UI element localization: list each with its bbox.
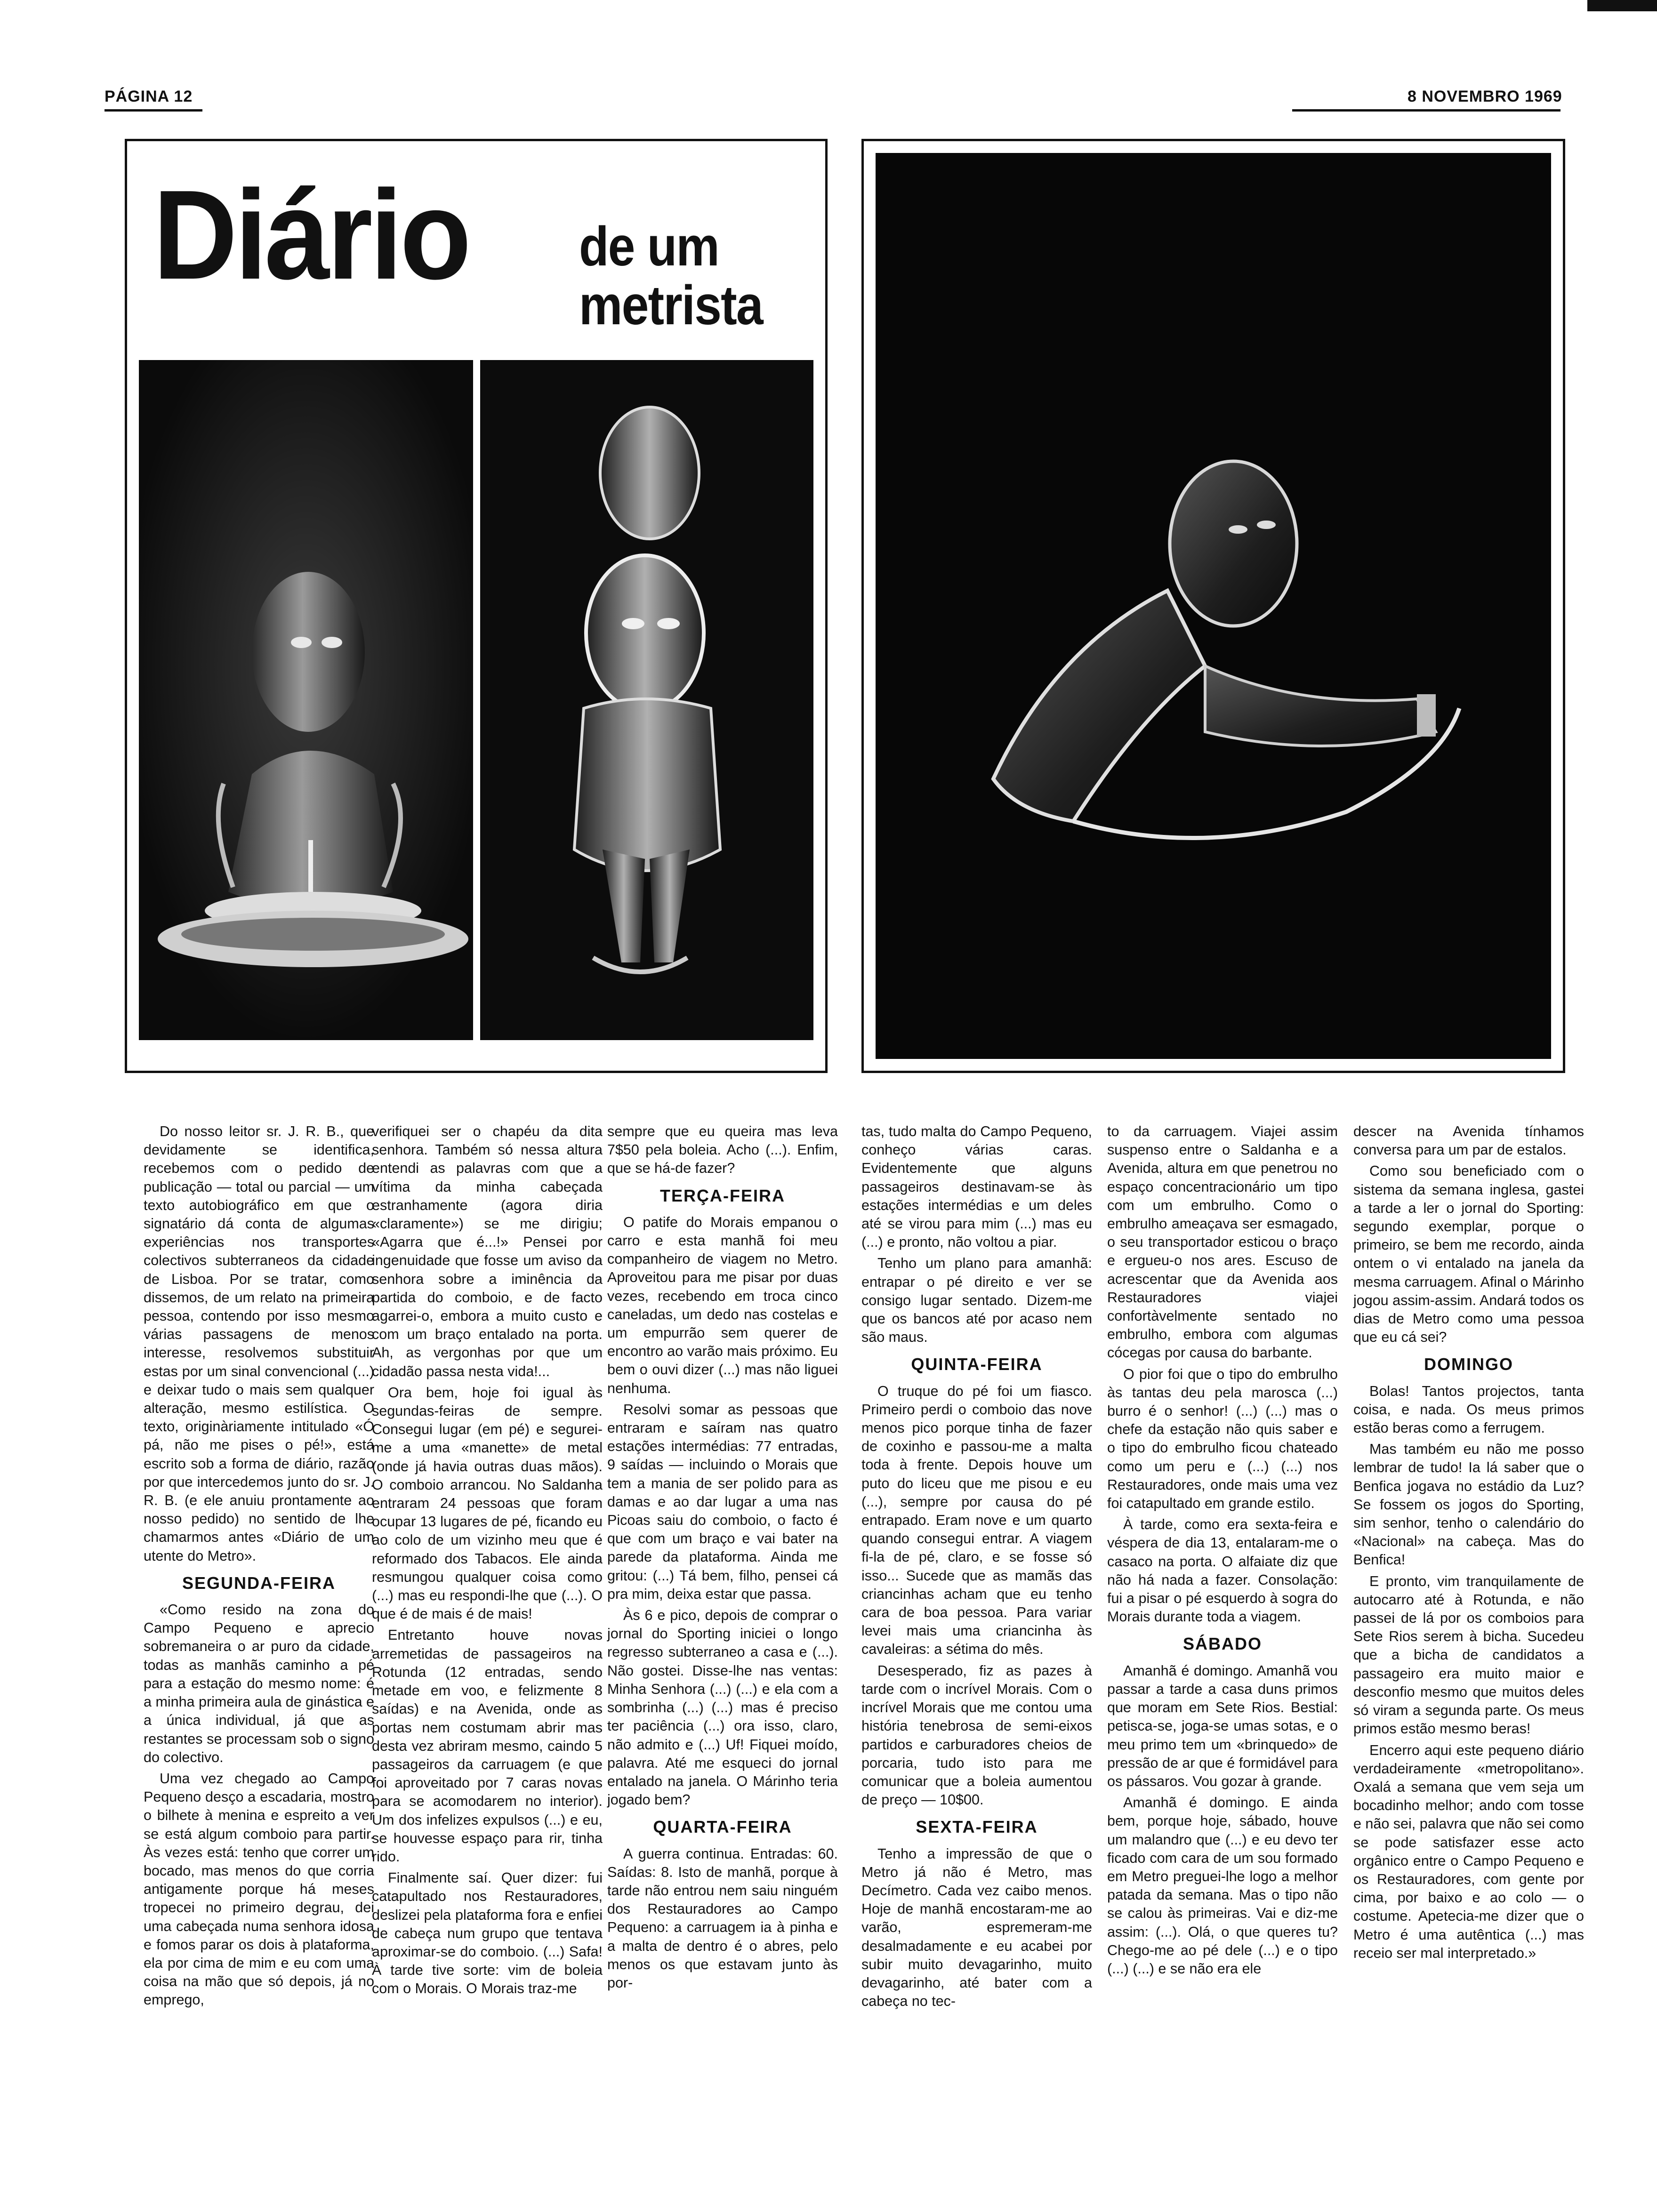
- paragraph: «Como resido na zona do Campo Pequeno e aprecio sobremaneira o ar puro da cidade, todas as manhãs caminho a pé para a estação do mesmo nome: é a minha primeira aula de ginástica e a única individual, já que as restantes se processam sob o signo do colectivo.: [144, 1602, 374, 1765]
- article-column-4: [861, 1122, 1092, 2013]
- section-heading-sexta: SEXTA-FEIRA: [916, 1817, 1038, 1837]
- paragraph: Encerro aqui este pequeno diário verdadeiramente «metropolitano». Oxalá a semana que vem seja um bocadinho melhor; ando com tosse e não sei, palavra que não sei como se pode satisfazer esse acto orgânico entre o Campo Pequeno e os Restauradores, com gente por cima, por baixo e ao colo — o costume. Apetecia-me dizer que o Metro é uma autêntica (...) mas receio ser mal interpretado.»: [1353, 1742, 1585, 1961]
- article-column-5: [1107, 1122, 1338, 1981]
- paragraph: Uma vez chegado ao Campo Pequeno desço a escadaria, mostro o bilhete à menina e espreito a ver se está algum comboio para partir. Às vezes está: tenho que correr um bocado, mas menos do que corria antigamente porque há meses tropecei no primeiro degrau, dei uma cabeçada numa senhora idosa e fomos parar os dois à plataforma, ela por cima de mim e eu com uma coisa na mão que só depois, já no emprego,: [144, 1770, 374, 2008]
- paragraph: À tarde, como era sexta-feira e véspera de dia 13, entalaram-me o casaco na porta. O alfaiate diz que não há nada a fazer. Consolação: fui a pisar o pé esquerdo à sogra do Morais durante toda a viagem.: [1107, 1516, 1338, 1625]
- paragraph: Finalmente saí. Quer dizer: fui catapultado nos Restauradores, deslizei pela plataforma fora e enfiei de cabeça num grupo que tentava aproximar-se do comboio. (...) Safa! À tarde tive sorte: vim de boleia com o Morais. O Morais traz-me: [372, 1870, 603, 1997]
- headline-main: Diário: [153, 164, 469, 306]
- paragraph: Às 6 e pico, depois de comprar o jornal do Sporting iniciei o longo regresso subterraneo a casa e (...). Não gostei. Disse-lhe nas ventas: Minha Senhora (...) (...) e ela com a sombrinha (...) (...) mas é preciso ter paciência (...) ora isso, claro, não admito e (...) Uf! Fiquei moído, palavra. Até me esqueci do jornal entalado na janela. O Márinho teria jogado bem?: [607, 1607, 838, 1808]
- paragraph: Ora bem, hoje foi igual às segundas-feiras de sempre. Consegui lugar (em pé) e segurei-me a uma «manette» de metal (onde já havia outras duas mãos). O comboio arrancou. No Saldanha entraram 24 pessoas que foram ocupar 13 lugares de pé, ficando eu ao colo de um vizinho meu que é reformado dos Tabacos. Ele ainda resmungou qualquer coisa como (...) mas eu respondi-lhe que (...). O que é de mais é de mais!: [372, 1384, 603, 1622]
- paragraph: O truque do pé foi um fiasco. Primeiro perdi o comboio das nove menos pico porque tinha de fazer de coxinho e passou-me a malta toda à frente. Depois houve um puto do liceu que me pisou e eu (...), sempre por causa do pé entrapado. Eram nove e um quarto quando consegui entrar. A viagem fi-la de pé, claro, e se fosse só isso... Sucede que as mamãs das criancinhas acham que eu tenho cara de boa pessoa. Para variar levei mais uma criancinha às cavaleiras: a sétima do mês.: [861, 1383, 1092, 1658]
- section-heading-segunda: SEGUNDA-FEIRA: [182, 1573, 336, 1593]
- section-heading-domingo: DOMINGO: [1424, 1354, 1513, 1374]
- paragraph: descer na Avenida tínhamos conversa para um par de estalos.: [1353, 1123, 1584, 1158]
- article-column-1: [144, 1122, 374, 2012]
- paragraph: Amanhã é domingo. Amanhã vou passar a tarde a casa duns primos que moram em Sete Rios. Bestial: petisca-se, joga-se umas sotas, e o meu primo tem um «brinquedo» de pressão de ar que é formidável para os pássaros. Vou gozar à grande.: [1107, 1662, 1338, 1789]
- paragraph: Tenho a impressão de que o Metro já não é Metro, mas Decímetro. Cada vez caibo menos. Hoje de manhã encostaram-me ao varão, espremeram-me desalmadamente e eu acabei por subir muito devagarinho, muito devagarinho, até bater com a cabeça no tec-: [861, 1845, 1092, 2010]
- header-rule-right: [1292, 109, 1560, 112]
- section-heading-terca: TERÇA-FEIRA: [660, 1186, 785, 1205]
- header-rule-left: [105, 109, 202, 112]
- paragraph: Bolas! Tantos projectos, tanta coisa, e nada. Os meus primos estão beras como a ferrugem.: [1353, 1383, 1584, 1436]
- paragraph: Amanhã é domingo. E ainda bem, porque hoje, sábado, houve um malandro que (...) e eu devo ter ficado com cara de um sou formado em Metro preguei-lhe logo a melhor patada da semana. Mas o tipo não se calou às primeiras. Vai e diz-me assim: (...). Olá, o que queres tu? Chego-me ao pé dele (...) e o tipo (...) (...) e se não era ele: [1107, 1795, 1338, 1977]
- paragraph: Como sou beneficiado com o sistema da semana inglesa, gastei a tarde a ler o jornal do Sporting: segundo exemplar, porque o primeiro, se bem me recordo, ainda ontem o vi entalado na janela da mesma carruagem. Afinal o Márinho jogou assim-assim. Andará todos os dias de Metro como uma pessoa que eu cá sei?: [1353, 1163, 1584, 1346]
- article-column-6: [1353, 1122, 1584, 1965]
- page-number: PÁGINA 12: [105, 88, 193, 105]
- section-heading-quarta: QUARTA-FEIRA: [653, 1817, 792, 1837]
- paragraph: Mas também eu não me posso lembrar de tudo! Ia lá saber que o Benfica jogava no estádio da Luz? Se fossem os jogos do Sporting, sim senhor, tenho o calendário do «Nacional» na cabeça. Mas do Benfica!: [1353, 1441, 1584, 1568]
- paragraph: verifiquei ser o chapéu da dita senhora. Também só nessa altura entendi as palavras com que a vítima da minha cabeçada estranhamente (agora diria «claramente») se me dirigiu; «Agarra que é...!» Pensei por ingenuidade que fosse um aviso da senhora sobre a iminência da partida do comboio, e de facto agarrei-o, embora a muito custo e com um braço entalado na porta. Ah, as vergonhas por que um cidadão passa nesta vida!...: [372, 1123, 603, 1379]
- paragraph: Desesperado, fiz as pazes à tarde com o incrível Morais. Com o incrível Morais que me contou uma história tenebrosa de semi-eixos partidos e carburadores cheios de porcaria, tudo isto para me comunicar que a boleia aumentou de preço — 10$00.: [861, 1662, 1092, 1808]
- section-heading-sabado: SÁBADO: [1182, 1634, 1262, 1654]
- paragraph: tas, tudo malta do Campo Pequeno, conheço várias caras. Evidentemente que alguns passageiros destinavam-se às estações intermédias e um deles até se virou para mim (...) mas eu (...) e pronto, não voltou a piar.: [861, 1123, 1092, 1250]
- paragraph: Tenho um plano para amanhã: entrapar o pé direito e ver se consigo lugar sentado. Dizem-me que os bancos até por acaso nem são maus.: [861, 1255, 1092, 1346]
- issue-date: 8 NOVEMBRO 1969: [1408, 88, 1562, 105]
- paragraph: to da carruagem. Viajei assim suspenso entre o Saldanha e a Avenida, altura em que penetrou no espaço concentracionário um tipo com um embrulho. Como o embrulho ameaçava ser esmagado, o seu transportador esticou o braço e ergueu-o nos ares. Escuso de acrescentar que da Avenida aos Restauradores viajei confortàvelmente sentado no embrulho, embora com algumas cócegas por causa do barbante.: [1107, 1123, 1338, 1361]
- stacked-mannequin-dolls-photo: [480, 360, 813, 1040]
- mannequin-doll-photo: [139, 360, 473, 1040]
- paragraph: sempre que eu queira mas leva 7$50 pela boleia. Acho (...). Enfim, que se há-de fazer?: [607, 1123, 838, 1177]
- section-heading-quinta: QUINTA-FEIRA: [911, 1354, 1043, 1374]
- paragraph: Resolvi somar as pessoas que entraram e saíram nas quatro estações intermédias: 77 entradas, 9 saídas — incluindo o Morais que tem a mania de ser polido para as damas e ao dar lugar a uma nas Picoas saiu do comboio, o facto é que com um braço e vai bater na parede da plataforma. Ainda me gritou: (...) Tá bem, filho, pensei cá pra mim, deixa estar que passa.: [607, 1401, 838, 1602]
- paragraph: Entretanto houve novas arremetidas de passageiros na Rotunda (12 entradas, sendo metade em voo, e felizmente 8 saídas) e na Avenida, onde as portas nem costumam abrir mas desta vez abriram mesmo, caindo 5 passageiros da carruagem (e que foi aproveitado por 7 caras novas para se acomodarem no interior). Um dos infelizes expulsos (...) e eu, se houvesse espaço para rir, tinha rido.: [372, 1627, 603, 1865]
- headline-sub-line1: de um: [579, 216, 719, 278]
- paragraph: O patife do Morais empanou o carro e esta manhã foi meu companheiro de viagem no Metro. Aproveitou para me pisar por duas vezes, recebendo em troca cinco caneladas, um dedo nas costelas e um empurrão sem querer de encontro ao varão mais próximo. Eu bem o ouvi dizer (...) mas não liguei nenhuma.: [607, 1214, 838, 1396]
- print-edge-mark: [1587, 0, 1657, 11]
- paragraph: A guerra continua. Entradas: 60. Saídas: 8. Isto de manhã, porque à tarde não entrou nem saiu ninguém dos Restauradores ao Campo Pequeno: a carruagem ia à pinha e a malta de dentro é o abres, pelo menos os que estavam junto às por-: [607, 1845, 838, 1991]
- headline-sub-line2: metrista: [579, 274, 763, 337]
- paragraph: E pronto, vim tranquilamente de autocarro até à Rotunda, e não passei de lá por os comboios para Sete Rios serem à bicha. Sucedeu que a bicha de candidatos a passageiro era muito maior e desconfio mesmo que muitos deles só viram a segunda parte. Os meus primos estão mesmo beras!: [1353, 1573, 1584, 1737]
- paragraph: O pior foi que o tipo do embrulho às tantas deu pela marosca (...) burro é o senhor! (...) (...) mas o chefe da estação não quis saber e o tipo do embrulho ficou chateado como um peru e (...) (...) nos Restauradores, onde mais uma vez foi catapultado em grande estilo.: [1107, 1366, 1338, 1512]
- article-column-3: [607, 1122, 838, 1995]
- intro-paragraph: Do nosso leitor sr. J. R. B., que devidamente se identifica, recebemos com o pedido de publicação — total ou parcial — um texto autobiográfico em que o signatário dá conta de algumas experiências nos transportes colectivos subterraneos da cidade de Lisboa. Por se tratar, como dissemos, de um relato na primeira pessoa, contendo por isso mesmo várias passagens de menos interesse, resolvemos substituir estas por um sinal convencional (...) e deixar tudo o mais sem qualquer alteração, mesmo estilística. O texto, originàriamente intitulado «Ó pá, não me pises o pé!», está escrito sob a forma de diário, razão por que intercedemos junto do sr. J. R. B. (e ele anuiu prontamente ao nosso pedido) no sentido de lhe chamarmos antes «Diário de um utente do Metro».: [144, 1123, 374, 1564]
- figure-in-dark-photo: [876, 153, 1551, 1059]
- article-column-2: [372, 1122, 603, 2001]
